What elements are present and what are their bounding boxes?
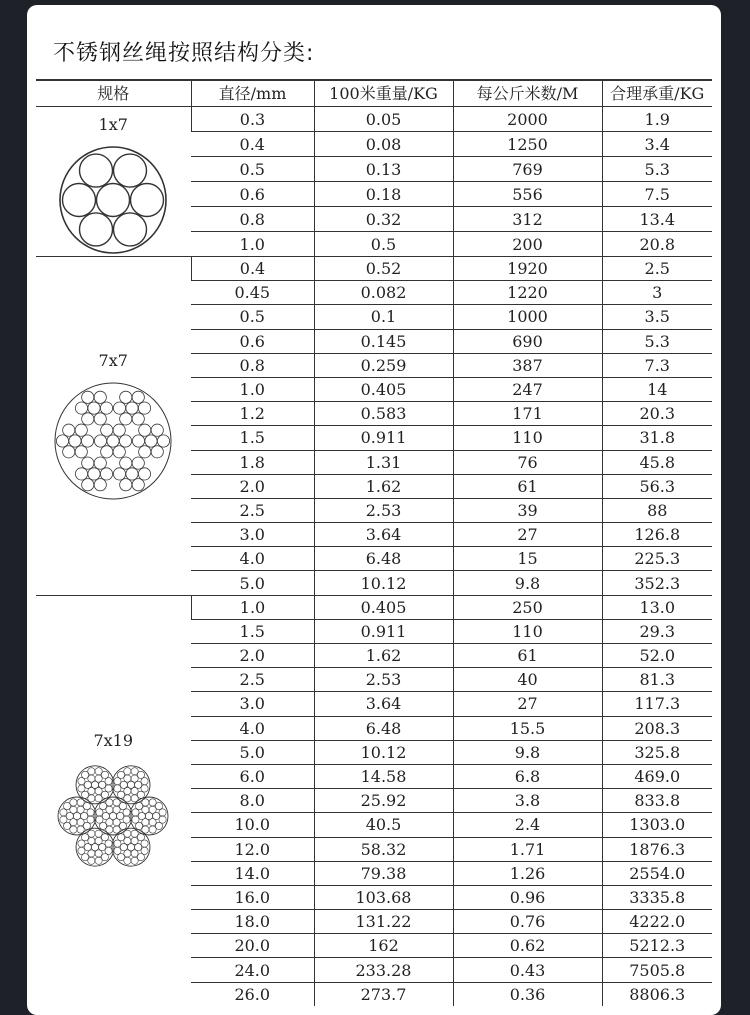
load-cell: 7.5 <box>602 182 712 207</box>
meters-per-kg-cell: 6.8 <box>453 764 602 788</box>
weight-cell: 0.05 <box>314 107 453 132</box>
diameter-cell: 2.0 <box>191 644 314 668</box>
load-cell: 3335.8 <box>602 885 712 909</box>
diameter-cell: 10.0 <box>191 813 314 837</box>
weight-cell: 25.92 <box>314 789 453 813</box>
meters-per-kg-cell: 2000 <box>453 107 602 132</box>
load-cell: 29.3 <box>602 619 712 643</box>
weight-cell: 3.64 <box>314 692 453 716</box>
table-row <box>36 107 712 132</box>
diameter-cell: 12.0 <box>191 837 314 861</box>
diameter-cell: 0.4 <box>191 257 314 281</box>
meters-per-kg-cell: 1220 <box>453 281 602 305</box>
weight-cell: 0.08 <box>314 132 453 157</box>
meters-per-kg-cell: 1.26 <box>453 861 602 885</box>
diameter-cell: 5.0 <box>191 740 314 764</box>
meters-per-kg-cell: 690 <box>453 329 602 353</box>
diameter-cell: 1.8 <box>191 450 314 474</box>
weight-cell: 0.145 <box>314 329 453 353</box>
weight-cell: 0.405 <box>314 377 453 401</box>
load-cell: 352.3 <box>602 571 712 595</box>
table-header-row <box>36 80 712 107</box>
diameter-cell: 6.0 <box>191 764 314 788</box>
diameter-cell: 14.0 <box>191 861 314 885</box>
weight-cell: 0.13 <box>314 157 453 182</box>
weight-cell: 0.259 <box>314 353 453 377</box>
weight-cell: 10.12 <box>314 740 453 764</box>
diameter-cell: 16.0 <box>191 885 314 909</box>
weight-cell: 233.28 <box>314 958 453 982</box>
weight-cell: 58.32 <box>314 837 453 861</box>
load-cell: 7.3 <box>602 353 712 377</box>
meters-per-kg-cell: 0.43 <box>453 958 602 982</box>
load-cell: 20.3 <box>602 402 712 426</box>
diameter-cell: 5.0 <box>191 571 314 595</box>
diameter-cell: 1.0 <box>191 595 314 619</box>
meters-per-kg-cell: 40 <box>453 668 602 692</box>
meters-per-kg-cell: 171 <box>453 402 602 426</box>
weight-cell: 0.911 <box>314 619 453 643</box>
weight-cell: 10.12 <box>314 571 453 595</box>
load-cell: 5.3 <box>602 329 712 353</box>
diameter-cell: 1.5 <box>191 619 314 643</box>
weight-cell: 103.68 <box>314 885 453 909</box>
diameter-cell: 0.3 <box>191 107 314 132</box>
diameter-cell: 0.8 <box>191 207 314 232</box>
diameter-cell: 0.8 <box>191 353 314 377</box>
load-cell: 81.3 <box>602 668 712 692</box>
meters-per-kg-cell: 15.5 <box>453 716 602 740</box>
rope-cross-section-7x7-icon <box>52 380 174 502</box>
meters-per-kg-cell: 61 <box>453 474 602 498</box>
load-cell: 14 <box>602 377 712 401</box>
meters-per-kg-cell: 9.8 <box>453 571 602 595</box>
diameter-cell: 24.0 <box>191 958 314 982</box>
load-cell: 5.3 <box>602 157 712 182</box>
table-body <box>36 107 712 1006</box>
weight-cell: 14.58 <box>314 764 453 788</box>
diameter-cell: 20.0 <box>191 934 314 958</box>
diameter-cell: 4.0 <box>191 547 314 571</box>
meters-per-kg-cell: 27 <box>453 523 602 547</box>
spec-cell <box>36 107 191 257</box>
diameter-cell: 4.0 <box>191 716 314 740</box>
meters-per-kg-cell: 1.71 <box>453 837 602 861</box>
header-diameter: 直径/mm <box>191 80 314 107</box>
meters-per-kg-cell: 110 <box>453 619 602 643</box>
load-cell: 13.0 <box>602 595 712 619</box>
header-spec: 规格 <box>36 80 191 107</box>
weight-cell: 6.48 <box>314 547 453 571</box>
meters-per-kg-cell: 1000 <box>453 305 602 329</box>
meters-per-kg-cell: 76 <box>453 450 602 474</box>
load-cell: 31.8 <box>602 426 712 450</box>
weight-cell: 1.31 <box>314 450 453 474</box>
load-cell: 4222.0 <box>602 910 712 934</box>
weight-cell: 0.911 <box>314 426 453 450</box>
spec-cell <box>36 257 191 596</box>
weight-cell: 1.62 <box>314 474 453 498</box>
spec-card <box>27 5 721 1015</box>
load-cell: 1876.3 <box>602 837 712 861</box>
meters-per-kg-cell: 39 <box>453 498 602 522</box>
load-cell: 117.3 <box>602 692 712 716</box>
header-weight: 100米重量/KG <box>314 80 453 107</box>
weight-cell: 0.5 <box>314 232 453 257</box>
meters-per-kg-cell: 312 <box>453 207 602 232</box>
load-cell: 7505.8 <box>602 958 712 982</box>
weight-cell: 3.64 <box>314 523 453 547</box>
weight-cell: 1.62 <box>314 644 453 668</box>
diameter-cell: 1.5 <box>191 426 314 450</box>
meters-per-kg-cell: 769 <box>453 157 602 182</box>
meters-per-kg-cell: 2.4 <box>453 813 602 837</box>
diameter-cell: 1.0 <box>191 377 314 401</box>
load-cell: 3.4 <box>602 132 712 157</box>
diameter-cell: 0.5 <box>191 305 314 329</box>
load-cell: 325.8 <box>602 740 712 764</box>
meters-per-kg-cell: 3.8 <box>453 789 602 813</box>
weight-cell: 0.405 <box>314 595 453 619</box>
meters-per-kg-cell: 0.96 <box>453 885 602 909</box>
diameter-cell: 0.6 <box>191 182 314 207</box>
header-load: 合理承重/KG <box>602 80 712 107</box>
weight-cell: 0.18 <box>314 182 453 207</box>
diameter-cell: 8.0 <box>191 789 314 813</box>
load-cell: 5212.3 <box>602 934 712 958</box>
rope-cross-section-1x7-icon <box>57 144 169 256</box>
weight-cell: 162 <box>314 934 453 958</box>
load-cell: 1.9 <box>602 107 712 132</box>
diameter-cell: 18.0 <box>191 910 314 934</box>
meters-per-kg-cell: 0.62 <box>453 934 602 958</box>
table-row <box>36 595 712 619</box>
meters-per-kg-cell: 0.36 <box>453 982 602 1006</box>
load-cell: 208.3 <box>602 716 712 740</box>
header-meters-per-kg: 每公斤米数/M <box>453 80 602 107</box>
load-cell: 3.5 <box>602 305 712 329</box>
meters-per-kg-cell: 15 <box>453 547 602 571</box>
diameter-cell: 0.4 <box>191 132 314 157</box>
diameter-cell: 1.2 <box>191 402 314 426</box>
weight-cell: 0.082 <box>314 281 453 305</box>
meters-per-kg-cell: 387 <box>453 353 602 377</box>
diameter-cell: 0.5 <box>191 157 314 182</box>
meters-per-kg-cell: 247 <box>453 377 602 401</box>
table-row <box>36 257 712 281</box>
weight-cell: 273.7 <box>314 982 453 1006</box>
weight-cell: 40.5 <box>314 813 453 837</box>
meters-per-kg-cell: 27 <box>453 692 602 716</box>
weight-cell: 2.53 <box>314 668 453 692</box>
meters-per-kg-cell: 1250 <box>453 132 602 157</box>
load-cell: 56.3 <box>602 474 712 498</box>
spec-label: 7x7 <box>98 351 128 371</box>
load-cell: 88 <box>602 498 712 522</box>
load-cell: 1303.0 <box>602 813 712 837</box>
page-title: 不锈钢丝绳按照结构分类: <box>53 41 315 66</box>
meters-per-kg-cell: 250 <box>453 595 602 619</box>
spec-label: 7x19 <box>93 731 134 751</box>
weight-cell: 2.53 <box>314 498 453 522</box>
load-cell: 126.8 <box>602 523 712 547</box>
diameter-cell: 1.0 <box>191 232 314 257</box>
weight-cell: 0.32 <box>314 207 453 232</box>
load-cell: 2554.0 <box>602 861 712 885</box>
diameter-cell: 0.45 <box>191 281 314 305</box>
weight-cell: 0.1 <box>314 305 453 329</box>
load-cell: 3 <box>602 281 712 305</box>
meters-per-kg-cell: 61 <box>453 644 602 668</box>
meters-per-kg-cell: 556 <box>453 182 602 207</box>
diameter-cell: 26.0 <box>191 982 314 1006</box>
wire-rope-spec-table <box>36 79 712 1006</box>
diameter-cell: 3.0 <box>191 692 314 716</box>
diameter-cell: 2.0 <box>191 474 314 498</box>
diameter-cell: 2.5 <box>191 498 314 522</box>
diameter-cell: 2.5 <box>191 668 314 692</box>
weight-cell: 79.38 <box>314 861 453 885</box>
load-cell: 225.3 <box>602 547 712 571</box>
meters-per-kg-cell: 9.8 <box>453 740 602 764</box>
weight-cell: 0.52 <box>314 257 453 281</box>
meters-per-kg-cell: 0.76 <box>453 910 602 934</box>
meters-per-kg-cell: 200 <box>453 232 602 257</box>
diameter-cell: 0.6 <box>191 329 314 353</box>
load-cell: 52.0 <box>602 644 712 668</box>
rope-cross-section-7x19-icon <box>57 760 169 872</box>
load-cell: 13.4 <box>602 207 712 232</box>
diameter-cell: 3.0 <box>191 523 314 547</box>
load-cell: 469.0 <box>602 764 712 788</box>
spec-label: 1x7 <box>98 115 128 134</box>
meters-per-kg-cell: 110 <box>453 426 602 450</box>
load-cell: 833.8 <box>602 789 712 813</box>
meters-per-kg-cell: 1920 <box>453 257 602 281</box>
load-cell: 2.5 <box>602 257 712 281</box>
weight-cell: 131.22 <box>314 910 453 934</box>
weight-cell: 6.48 <box>314 716 453 740</box>
load-cell: 8806.3 <box>602 982 712 1006</box>
load-cell: 20.8 <box>602 232 712 257</box>
weight-cell: 0.583 <box>314 402 453 426</box>
load-cell: 45.8 <box>602 450 712 474</box>
spec-cell <box>36 595 191 1006</box>
